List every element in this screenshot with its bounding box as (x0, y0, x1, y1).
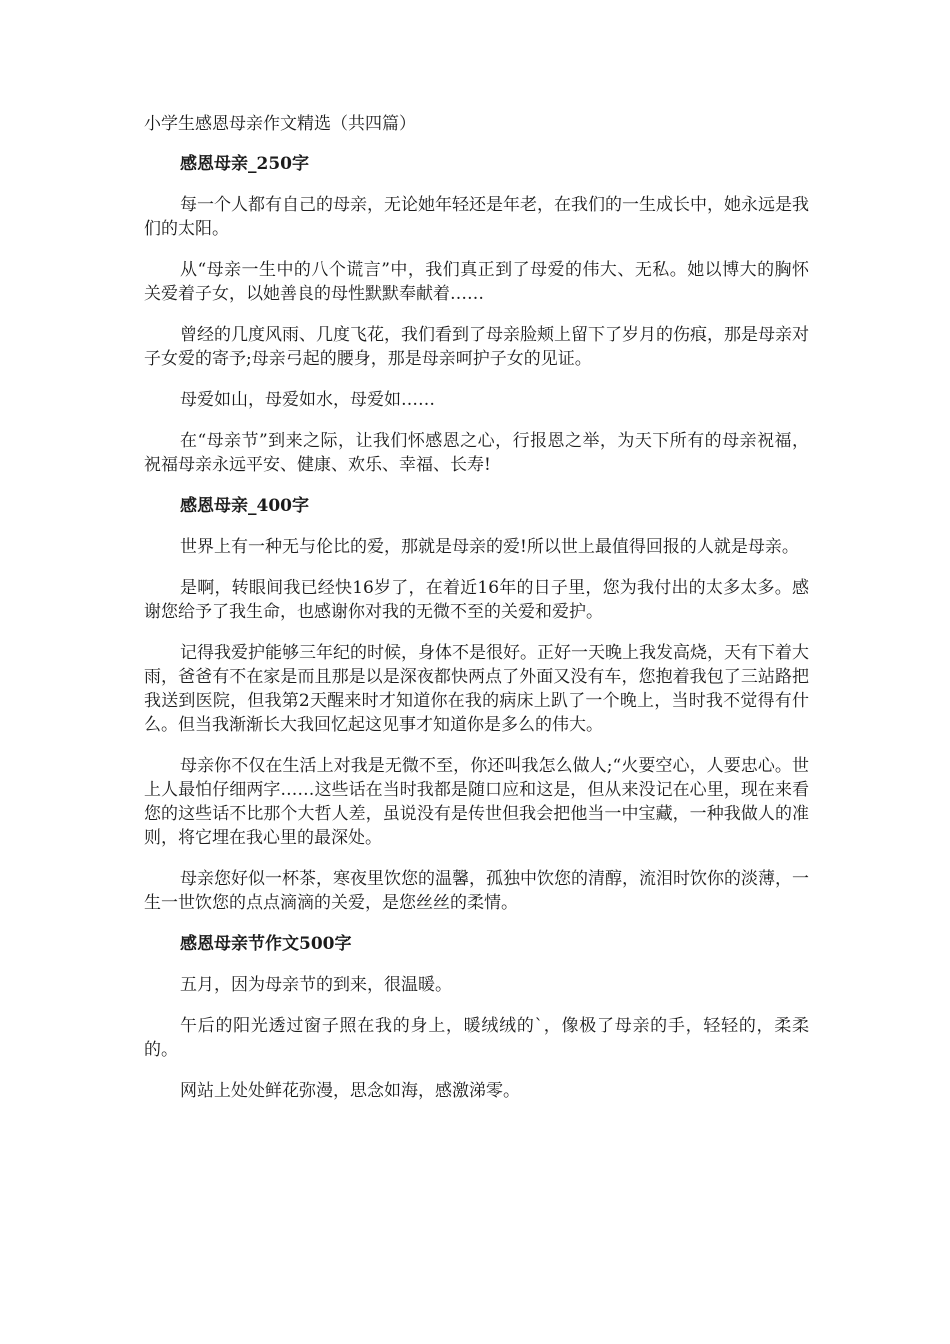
document-page (144, 112, 809, 1120)
paragraph: 五月，因为母亲节的到来，很温暖。 (180, 975, 452, 995)
paragraph: 记得我爱护能够三年纪的时候，身体不是很好。正好一天晚上我发高烧，天有下着大雨，爸爸有不在家是而且那是以是深夜都快两点了外面又没有车，您抱着我包了三站路把我送到医院，但我第2天醒来时才知道你在我的病床上趴了一个晚上，当时我不觉得有什么。但当我渐渐长大我回忆起这见事才知道你是多么的伟大。 (144, 643, 809, 735)
section-heading: 感恩母亲_400字 (180, 496, 309, 516)
paragraph: 网站上处处鲜花弥漫，思念如海，感激涕零。 (180, 1081, 520, 1101)
paragraph: 是啊，转眼间我已经快16岁了，在着近16年的日子里，您为我付出的太多太多。感谢您给予了我生命，也感谢你对我的无微不至的关爱和爱护。 (144, 578, 809, 622)
paragraph: 母亲您好似一杯茶，寒夜里饮您的温馨，孤独中饮您的清醇，流泪时饮你的淡薄，一生一世饮您的点点滴滴的关爱，是您丝丝的柔情。 (144, 869, 809, 913)
section-1 (144, 152, 809, 477)
section-heading: 感恩母亲节作文500字 (180, 934, 352, 954)
paragraph: 从“母亲一生中的八个谎言”中，我们真正到了母爱的伟大、无私。她以博大的胸怀关爱着子女，以她善良的母性默默奉献着…… (144, 260, 809, 304)
paragraph: 母爱如山，母爱如水，母爱如…… (180, 390, 435, 410)
document-title: 小学生感恩母亲作文精选（共四篇） (144, 114, 416, 134)
paragraph: 每一个人都有自己的母亲，无论她年轻还是年老，在我们的一生成长中，她永远是我们的太阳。 (144, 195, 809, 239)
paragraph: 午后的阳光透过窗子照在我的身上，暖绒绒的`，像极了母亲的手，轻轻的，柔柔的。 (144, 1016, 809, 1060)
paragraph: 世界上有一种无与伦比的爱，那就是母亲的爱!所以世上最值得回报的人就是母亲。 (180, 537, 799, 557)
section-3 (144, 932, 809, 1103)
section-2 (144, 494, 809, 915)
paragraph: 曾经的几度风雨、几度飞花，我们看到了母亲脸颊上留下了岁月的伤痕，那是母亲对子女爱的寄予;母亲弓起的腰身，那是母亲呵护子女的见证。 (144, 325, 809, 369)
paragraph: 在“母亲节”到来之际，让我们怀感恩之心，行报恩之举，为天下所有的母亲祝福，祝福母亲永远平安、健康、欢乐、幸福、长寿! (144, 431, 809, 475)
section-heading: 感恩母亲_250字 (180, 154, 309, 174)
paragraph: 母亲你不仅在生活上对我是无微不至，你还叫我怎么做人;“火要空心，人要忠心。世上人最怕仔细两字……这些话在当时我都是随口应和这是，但从来没记在心里，现在来看您的这些话不比那个大哲人差，虽说没有是传世但我会把他当一中宝藏，一种我做人的准则，将它埋在我心里的最深处。 (144, 756, 809, 848)
